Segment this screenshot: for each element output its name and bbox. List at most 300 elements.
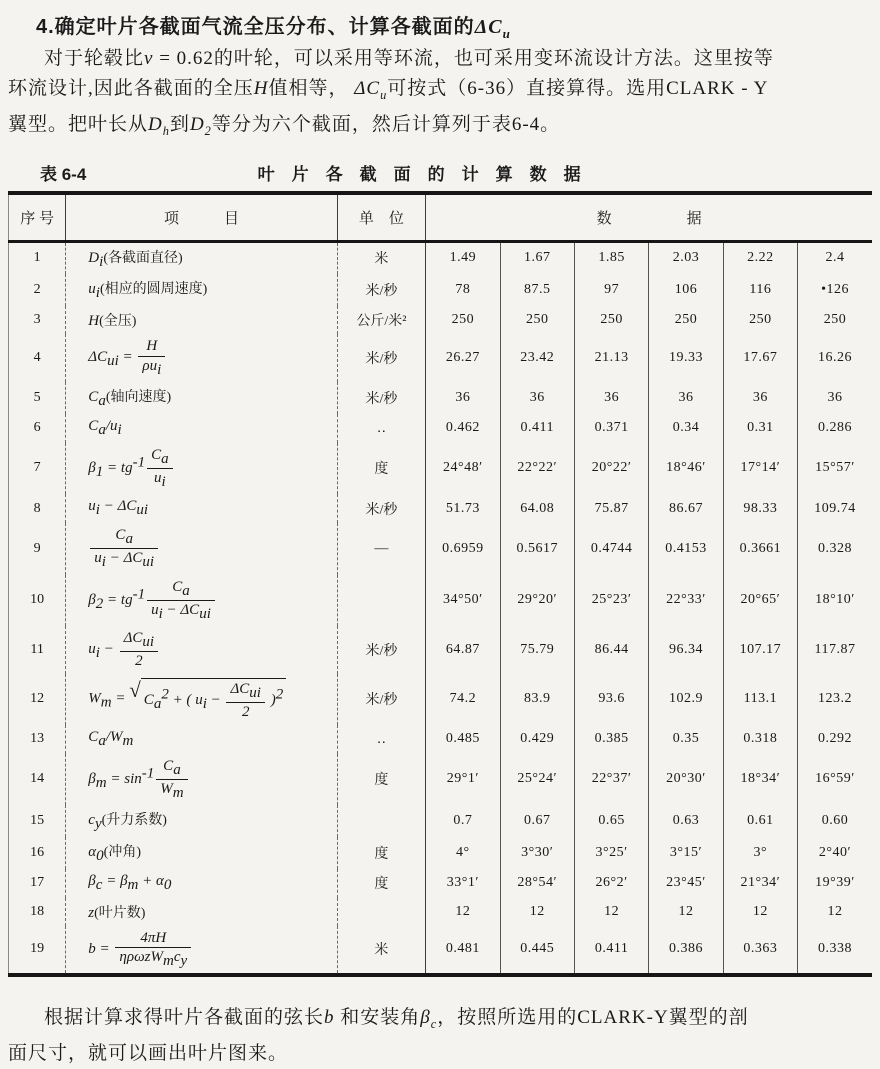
text-segment: a: [173, 761, 181, 778]
value-cell: 0.318: [723, 725, 797, 754]
text-segment: (升力系数): [101, 813, 167, 829]
text-segment: u: [151, 601, 159, 618]
text-segment: α: [88, 843, 97, 860]
text-segment: H: [253, 78, 269, 99]
unit-cell: —: [337, 523, 425, 575]
text-segment: a: [98, 392, 106, 409]
value-cell: 109.74: [814, 500, 856, 516]
text-segment: (冲角): [103, 844, 141, 860]
row-number-cell: 2: [9, 274, 66, 306]
unit-cell: 度: [337, 837, 425, 869]
text-segment: =: [118, 349, 137, 366]
value-cell: 116: [723, 274, 797, 306]
value-cell: 17.67: [723, 334, 797, 382]
value-cell: 0.386: [649, 926, 723, 976]
text-segment: m: [127, 876, 139, 893]
paragraph-line: [8, 1039, 872, 1069]
row-number-cell: 1: [9, 241, 66, 274]
text-segment: β: [420, 1007, 431, 1029]
value-cell: 0.34: [649, 414, 723, 443]
text-segment: a: [182, 582, 190, 599]
text-segment: (叶片数): [94, 905, 146, 921]
value-cell: 0.3661: [723, 523, 797, 575]
item-cell: [66, 414, 337, 443]
unit-cell: 米/秒: [337, 382, 425, 414]
value-cell: 36: [649, 382, 723, 414]
text-segment: u: [88, 498, 96, 515]
text-segment: h: [162, 123, 170, 138]
item-cell: [66, 674, 337, 725]
item-cell: [66, 754, 337, 806]
value-cell: 0.481: [426, 926, 500, 976]
text-segment: i: [101, 554, 106, 571]
text-segment: /u: [105, 417, 118, 434]
text-segment: 根据计算求得叶片各截面的弦长: [44, 1007, 325, 1029]
value-cell: 0.4744: [574, 523, 648, 575]
table-row: [9, 805, 873, 837]
value-cell: 86.67: [649, 494, 723, 523]
value-cell: 64.08: [500, 494, 574, 523]
value-cell: 4°: [426, 837, 500, 869]
value-cell: 96.34: [649, 626, 723, 674]
row-number-cell: 18: [9, 898, 66, 926]
text-segment: β: [88, 770, 96, 787]
text-segment: i: [161, 473, 166, 490]
value-cell: 36: [827, 389, 843, 405]
text-segment: − ΔC: [162, 601, 200, 618]
table-row: [9, 626, 873, 674]
row-number-cell: 10: [9, 575, 66, 627]
text-segment: 翼型。把叶长从: [8, 113, 149, 135]
text-segment: 可按式（6-36）直接算得。选用CLARK - Y: [387, 78, 769, 99]
unit-cell: 米/秒: [337, 274, 425, 306]
text-segment: C: [88, 388, 99, 405]
table-row: [9, 414, 873, 443]
value-cell: 18°46′: [649, 443, 723, 495]
item-cell: [66, 443, 337, 495]
text-segment: ηρωzW: [119, 949, 163, 966]
value-cell: 0.65: [574, 805, 648, 837]
value-cell: 250: [426, 306, 500, 334]
row-number-cell: 8: [9, 494, 66, 523]
text-segment: W: [88, 690, 101, 707]
table-row: [9, 674, 873, 725]
unit-cell: [337, 575, 425, 627]
value-cell: 12: [649, 898, 723, 926]
value-cell: 97: [574, 274, 648, 306]
header-no: 序 号: [9, 193, 66, 242]
unit-cell: [337, 805, 425, 837]
text-segment: 0: [96, 847, 104, 864]
unit-cell: 公斤/米²: [337, 306, 425, 334]
unit-cell: 米/秒: [337, 334, 425, 382]
text-segment: = 0.62的叶轮，可以采用等环流，也可采用变环流设计方法。这里按等: [153, 48, 774, 69]
value-cell: 78: [426, 274, 500, 306]
text-segment: 2: [161, 686, 169, 703]
value-cell: 12: [827, 903, 843, 919]
value-cell: 3°30′: [500, 837, 574, 869]
value-cell: 0.462: [426, 414, 500, 443]
value-cell: 3°15′: [649, 837, 723, 869]
text-segment: -1: [132, 585, 146, 602]
intro-paragraph: [8, 44, 872, 146]
value-cell: 28°54′: [500, 869, 574, 898]
text-segment: m: [100, 694, 112, 711]
unit-cell: 米: [337, 926, 425, 976]
text-segment: ui: [142, 554, 155, 571]
text-segment: -1: [141, 764, 155, 781]
text-segment: y: [180, 952, 188, 969]
value-cell: 20°65′: [723, 575, 797, 627]
value-cell: 25°23′: [574, 575, 648, 627]
text-segment: β: [88, 591, 96, 608]
value-cell: 2.4: [825, 250, 845, 266]
value-cell: 12: [574, 898, 648, 926]
value-cell: 0.363: [723, 926, 797, 976]
paragraph-line: [8, 74, 872, 110]
table-row: [9, 754, 873, 806]
table-row: [9, 274, 873, 306]
value-cell: 83.9: [500, 674, 574, 725]
text-segment: [147, 447, 173, 491]
row-number-cell: 4: [9, 334, 66, 382]
text-segment: ，按照所选用的CLARK-Y翼型的剖: [437, 1007, 749, 1029]
item-cell: [66, 805, 337, 837]
table-body: [9, 241, 873, 975]
text-segment: 和安装角: [334, 1007, 421, 1029]
value-cell: 1.85: [574, 241, 648, 274]
text-segment: H: [88, 313, 100, 330]
value-cell: 0.338: [818, 941, 853, 957]
header-item: 项 目: [66, 193, 337, 242]
value-cell: 26.27: [426, 334, 500, 382]
value-cell: 15°57′: [815, 460, 855, 476]
text-segment: ρu: [142, 357, 158, 374]
value-cell: 87.5: [500, 274, 574, 306]
value-cell: 0.286: [818, 420, 853, 436]
text-segment: C: [172, 578, 183, 595]
text-segment: − ΔC: [99, 498, 137, 515]
value-cell: 2°40′: [818, 844, 852, 860]
value-cell: 16°59′: [815, 771, 855, 787]
text-segment: 4πH: [140, 929, 167, 946]
value-cell: 0.6959: [426, 523, 500, 575]
text-segment: u: [502, 26, 511, 41]
text-segment: = tg: [103, 459, 133, 476]
text-segment: u: [94, 550, 102, 567]
text-segment: 2: [204, 123, 212, 138]
table-title: 叶 片 各 截 面 的 计 算 数 据: [257, 164, 581, 184]
unit-cell: 米/秒: [337, 494, 425, 523]
value-cell: 117.87: [814, 642, 856, 658]
table-row: [9, 306, 873, 334]
value-cell: •126: [821, 282, 849, 298]
value-cell: 23.42: [500, 334, 574, 382]
text-segment: C: [163, 757, 174, 774]
header-unit: 单 位: [337, 193, 425, 242]
text-segment: b: [88, 940, 96, 957]
table-row: [9, 443, 873, 495]
value-cell: 1.49: [426, 241, 500, 274]
value-cell: 102.9: [649, 674, 723, 725]
value-cell: 22°37′: [574, 754, 648, 806]
value-cell: 74.2: [426, 674, 500, 725]
item-cell: [66, 334, 337, 382]
text-segment: [115, 930, 191, 970]
row-number-cell: 9: [9, 523, 66, 575]
value-cell: 26°2′: [574, 869, 648, 898]
value-cell: 24°48′: [426, 443, 500, 495]
text-segment: ΔC: [123, 630, 143, 647]
text-segment: β: [88, 872, 96, 889]
value-cell: 0.4153: [649, 523, 723, 575]
row-number-cell: 6: [9, 414, 66, 443]
text-segment: u: [154, 469, 162, 486]
value-cell: 86.44: [574, 626, 648, 674]
value-cell: 250: [823, 312, 847, 328]
text-segment: /W: [105, 728, 123, 745]
paragraph-line: [8, 1003, 872, 1039]
unit-cell: 米: [337, 241, 425, 274]
value-cell: 0.67: [500, 805, 574, 837]
value-cell: 0.35: [649, 725, 723, 754]
text-segment: 环流设计,因此各截面的全压: [8, 78, 254, 99]
row-number-cell: 19: [9, 926, 66, 976]
text-segment: 2: [241, 704, 250, 721]
text-segment: =: [95, 940, 114, 957]
item-cell: [66, 626, 337, 674]
table-caption: [8, 160, 872, 185]
text-segment: [156, 758, 187, 802]
text-segment: 面尺寸，就可以画出叶片图来。: [8, 1043, 289, 1065]
text-segment: ΔC: [88, 349, 108, 366]
text-segment: C: [143, 692, 154, 709]
text-segment: C: [151, 446, 162, 463]
value-cell: 0.411: [574, 926, 648, 976]
text-segment: m: [122, 732, 134, 749]
text-segment: 到: [169, 113, 190, 135]
value-cell: 18°10′: [815, 592, 855, 608]
text-segment: 对于轮毂比: [44, 48, 145, 69]
item-cell: [66, 837, 337, 869]
value-cell: 0.429: [500, 725, 574, 754]
table-header-row: [9, 193, 873, 242]
table-row: [9, 926, 873, 976]
value-cell: 23°45′: [649, 869, 723, 898]
value-cell: 0.385: [574, 725, 648, 754]
value-cell: 51.73: [426, 494, 500, 523]
unit-cell: 度: [337, 869, 425, 898]
table-row: [9, 725, 873, 754]
value-cell: 106: [649, 274, 723, 306]
value-cell: 0.31: [723, 414, 797, 443]
unit-cell: ‥: [337, 725, 425, 754]
text-segment: C: [88, 417, 99, 434]
text-segment: [147, 579, 215, 623]
text-segment: a: [125, 530, 133, 547]
value-cell: 20°22′: [574, 443, 648, 495]
text-segment: m: [95, 774, 107, 791]
text-segment: [226, 681, 264, 721]
value-cell: 0.445: [500, 926, 574, 976]
paragraph-line: [8, 44, 872, 74]
section-heading: [8, 6, 872, 44]
unit-cell: 度: [337, 754, 425, 806]
text-segment: 0: [163, 876, 172, 893]
text-segment: c: [95, 876, 103, 893]
text-segment: i: [117, 421, 122, 438]
value-cell: 0.411: [500, 414, 574, 443]
table-row: [9, 869, 873, 898]
value-cell: 64.87: [426, 626, 500, 674]
text-segment: i: [158, 605, 163, 622]
text-segment: + (: [168, 692, 196, 709]
text-segment: ui: [199, 605, 211, 622]
value-cell: 36: [574, 382, 648, 414]
item-cell: [66, 274, 337, 306]
text-segment: = β: [102, 872, 128, 889]
table-row: [9, 334, 873, 382]
text-segment: ui: [249, 684, 261, 701]
value-cell: 2.22: [723, 241, 797, 274]
value-cell: 0.328: [818, 540, 853, 556]
text-segment: ν: [144, 48, 154, 69]
value-cell: 0.371: [574, 414, 648, 443]
value-cell: 0.7: [426, 805, 500, 837]
text-segment: D: [189, 113, 205, 135]
value-cell: 0.5617: [500, 523, 574, 575]
value-cell: 29°1′: [426, 754, 500, 806]
table-row: [9, 837, 873, 869]
item-cell: [66, 494, 337, 523]
text-segment: C: [88, 728, 99, 745]
text-segment: + α: [138, 872, 164, 889]
value-cell: 19.33: [649, 334, 723, 382]
text-segment: (全压): [99, 314, 137, 330]
text-segment: ui: [136, 501, 149, 518]
item-cell: [66, 241, 337, 274]
text-segment: ΔC: [354, 78, 381, 99]
value-cell: 0.61: [723, 805, 797, 837]
value-cell: 0.63: [649, 805, 723, 837]
text-segment: − ΔC: [105, 550, 143, 567]
text-segment: −: [99, 641, 118, 658]
text-segment: = tg: [103, 591, 133, 608]
text-segment: m: [163, 952, 174, 969]
text-segment: = sin: [106, 770, 142, 787]
text-segment: 2: [135, 653, 143, 670]
text-segment: C: [115, 526, 126, 543]
text-segment: 值相等，: [268, 78, 355, 99]
value-cell: 21°34′: [723, 869, 797, 898]
data-table: [8, 191, 872, 978]
text-segment: a: [98, 421, 106, 438]
value-cell: 22°33′: [649, 575, 723, 627]
text-segment: a: [98, 732, 106, 749]
row-number-cell: 16: [9, 837, 66, 869]
text-segment: y: [94, 815, 102, 832]
value-cell: 93.6: [574, 674, 648, 725]
text-segment: i: [202, 695, 207, 712]
item-cell: [66, 523, 337, 575]
text-segment: β: [88, 459, 96, 476]
value-cell: 250: [574, 306, 648, 334]
text-segment: 1: [95, 463, 104, 480]
text-segment: i: [95, 285, 100, 302]
text-segment: [120, 630, 158, 670]
value-cell: 34°50′: [426, 575, 500, 627]
text-segment: [138, 338, 165, 378]
text-segment: c: [173, 949, 181, 966]
value-cell: 25°24′: [500, 754, 574, 806]
text-segment: D: [148, 113, 163, 135]
table-row: [9, 523, 873, 575]
value-cell: 75.87: [574, 494, 648, 523]
text-segment: z: [88, 904, 95, 921]
value-cell: 113.1: [723, 674, 797, 725]
table-row: [9, 898, 873, 926]
table-row: [9, 241, 873, 274]
item-cell: [66, 898, 337, 926]
value-cell: 0.60: [821, 813, 849, 829]
value-cell: 250: [649, 306, 723, 334]
text-segment: i: [157, 361, 162, 378]
row-number-cell: 14: [9, 754, 66, 806]
value-cell: 98.33: [723, 494, 797, 523]
row-number-cell: 3: [9, 306, 66, 334]
text-segment: √ $C_a^2$ + ( $u_i$ − $\frac{\Delta C_{ui}}{2}$ )$^2$: [129, 678, 286, 721]
value-cell: 1.67: [500, 241, 574, 274]
table-row: [9, 494, 873, 523]
value-cell: 12: [426, 898, 500, 926]
text-segment: i: [95, 645, 100, 662]
value-cell: 3°: [723, 837, 797, 869]
text-segment: i: [95, 501, 100, 518]
header-data: 数 据: [596, 210, 702, 227]
value-cell: 16.26: [818, 350, 853, 366]
value-cell: 29°20′: [500, 575, 574, 627]
item-cell: [66, 575, 337, 627]
text-segment: m: [172, 784, 184, 801]
unit-cell: 度: [337, 443, 425, 495]
value-cell: 12: [500, 898, 574, 926]
text-segment: −: [206, 692, 225, 709]
text-segment: ui: [142, 633, 155, 650]
value-cell: 250: [723, 306, 797, 334]
text-segment: -1: [132, 453, 146, 470]
text-segment: ΔC: [474, 16, 503, 38]
text-segment: i: [99, 253, 104, 270]
value-cell: 36: [500, 382, 574, 414]
value-cell: 0.485: [426, 725, 500, 754]
table-row: [9, 382, 873, 414]
text-segment: [90, 527, 158, 571]
text-segment: 2: [275, 686, 284, 703]
item-cell: [66, 926, 337, 976]
value-cell: 18°34′: [723, 754, 797, 806]
unit-cell: ‥: [337, 414, 425, 443]
value-cell: 36: [426, 382, 500, 414]
text-segment: (轴向速度): [105, 389, 172, 405]
value-cell: 20°30′: [649, 754, 723, 806]
row-number-cell: 12: [9, 674, 66, 725]
text-segment: ΔC: [230, 680, 250, 697]
row-number-cell: 5: [9, 382, 66, 414]
value-cell: 3°25′: [574, 837, 648, 869]
value-cell: 0.292: [818, 731, 853, 747]
text-segment: a: [161, 450, 169, 467]
text-segment: (各截面直径): [103, 250, 183, 266]
